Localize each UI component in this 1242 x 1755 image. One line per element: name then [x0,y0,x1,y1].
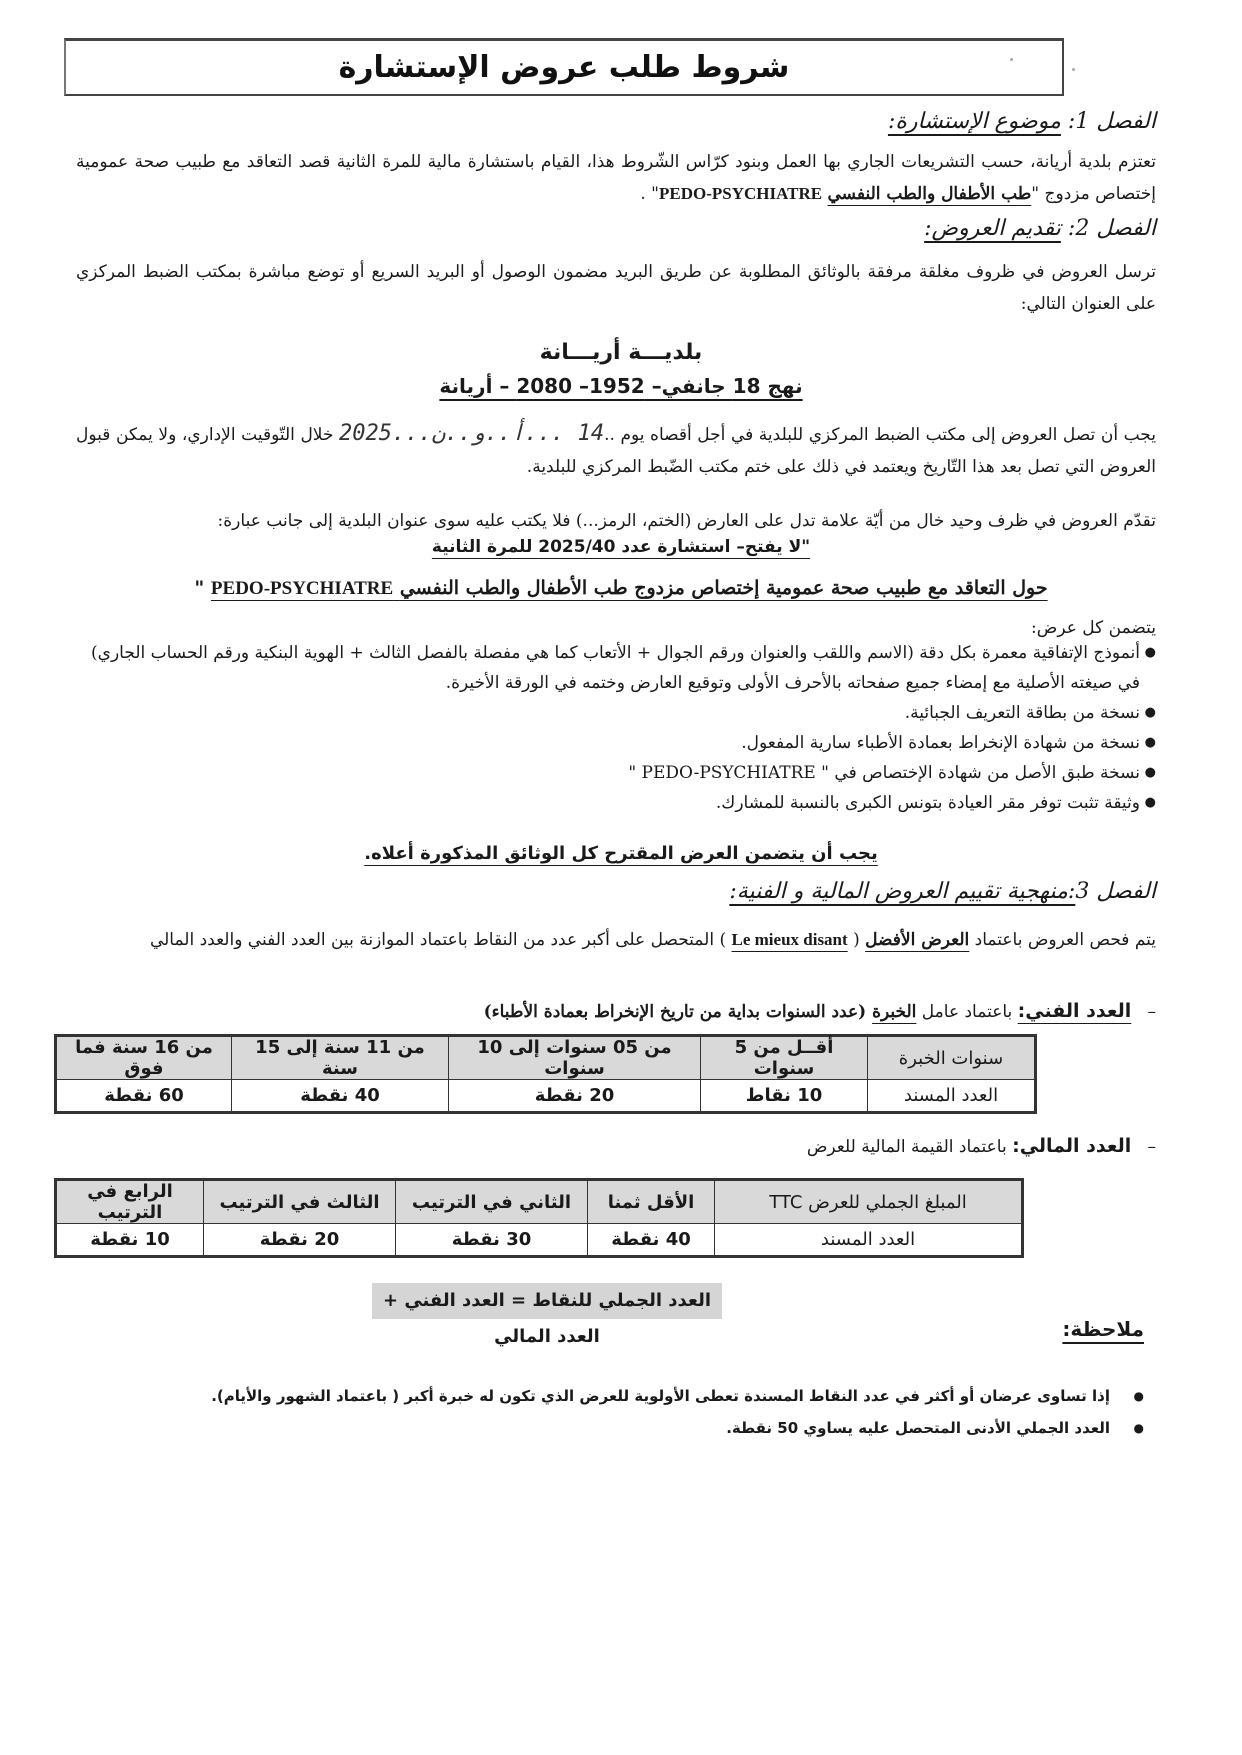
chapter2-heading [924,214,1156,244]
specialty-arabic: طب الأطفال والطب النفسي [827,184,1032,204]
technical-score-intro: – العدد الفني: باعتماد عامل الخبرة (عدد السنوات بداية من تاريخ الإنخراط بعمادة الأطباء) [483,1000,1156,1022]
notes-title [1062,1317,1144,1341]
deadline-text [76,418,1156,483]
technical-score-table [54,1034,1037,1114]
required-documents-list [76,638,1156,818]
table-cell: 10 نقطة [56,1224,204,1257]
notes-list [144,1380,1144,1444]
table-cell: العدد المسند [715,1224,1023,1257]
table-cell: من 05 سنوات إلى 10 سنوات [449,1036,701,1080]
chapter1-heading [888,107,1156,137]
chapter3-title: :منهجية تقييم العروض المالية و الفنية: [729,879,1076,904]
table-cell: 40 نقطة [232,1080,449,1113]
table-cell: من 11 سنة إلى 15 سنة [232,1036,449,1080]
scan-speck [1072,68,1075,71]
financial-score-table [54,1178,1024,1258]
document-title: شروط طلب عروض الإستشارة [338,50,790,85]
list-item: ● العدد الجملي الأدنى المتحصل عليه يساوي 50 نقطة. [144,1412,1144,1444]
table-cell: سنوات الخبرة [868,1036,1036,1080]
technical-desc-after: (عدد السنوات بداية من تاريخ الإنخراط بعمادة الأطباء) [483,1002,873,1022]
specialty-french: PEDO-PSYCHIATRE [659,184,823,203]
chapter3-heading [729,877,1156,907]
table-cell: المبلغ الجملي للعرض TTC [715,1180,1023,1224]
must-include-note [0,843,1242,864]
envelope-subject-underlined [211,577,1048,599]
table-row [56,1080,1036,1113]
table-cell: 20 نقطة [204,1224,396,1257]
table-cell: 60 نقطة [56,1080,232,1113]
deadline-date-handwritten: 14 ...أ..و..ن...2025 [339,421,605,446]
chapter3-label: الفصل 3 [1075,879,1156,904]
deadline-before: يجب أن تصل العروض إلى مكتب الضبط المركزي للبلدية في أجل أقصاه يوم .. [604,425,1156,445]
chapter3-text: يتم فحص العروض باعتماد العرض الأفضل ( Le mieux disant ) المتحصل على أكبر عدد من النقاط باعتماد الموازنة بين العدد الفني والعدد المالي [149,930,1156,950]
table-row [56,1036,1036,1080]
list-item: ● إذا تساوى عرضان أو أكثر في عدد النقاط المسندة تعطى الأولوية للعرض الذي تكون له خبرة أكبر ( باعتماد الشهور والأيام). [144,1380,1144,1412]
envelope-label [0,537,1242,557]
chapter2-text: ترسل العروض في ظروف مغلقة مرفقة بالوثائق المطلوبة عن طريق البريد مضمون الوصول أو البريد السريع أو توضع مباشرة بمكتب الضبط المركزي على العنوان التالي: [76,262,1156,314]
chapter2-title: تقديم العروض: [924,216,1061,241]
address-municipality: بلديـــة أريـــانة [539,340,703,365]
financial-score-intro: – العدد المالي: باعتماد القيمة المالية للعرض [806,1135,1156,1157]
list-item: ● نسخة من بطاقة التعريف الجبائية. [76,698,1156,728]
financial-score-label: العدد المالي: [1012,1135,1132,1157]
list-item: ● وثيقة تثبت توفر مقر العيادة بتونس الكبرى بالنسبة للمشارك. [76,788,1156,818]
chapter1-text-part1: تعتزم بلدية أريانة، حسب التشريعات الجاري بها العمل وبنود كرّاس الشّروط هذا، القيام باستشارة مالية للمرة الثانية قصد التعاقد مع طبيب صحة عمومية إختصاص مزدوج " [76,152,1156,204]
table-cell: 30 نقطة [396,1224,588,1257]
table-cell: 20 نقطة [449,1080,701,1113]
contents-intro: يتضمن كل عرض: [1031,618,1156,638]
technical-desc-before: باعتماد عامل [916,1002,1018,1022]
table-row [56,1224,1023,1257]
list-item: ● أنموذج الإتفاقية معمرة بكل دقة (الاسم واللقب والعنوان ورقم الجوال + الأتعاب كما هي مفصلة بالفصل الثالث + الهوية البنكية ورقم الحساب الجاري) في صيغته الأصلية مع إمضاء جميع صفحاته بالأحرف الأولى وتوقيع العارض وختمه في الورقة الأخيرة. [76,638,1156,698]
total-score-formula: العدد الجملي للنقاط = العدد الفني + العدد المالي [372,1283,722,1319]
table-cell: الأقل ثمنا [588,1180,715,1224]
envelope-label-text: "لا يفتح– استشارة عدد 2025/40 للمرة الثانية [431,537,811,557]
table-cell: 10 نقاط [701,1080,868,1113]
table-cell: أقــل من 5 سنوات [701,1036,868,1080]
list-item: ● نسخة من شهادة الإنخراط بعمادة الأطباء سارية المفعول. [76,728,1156,758]
table-cell: الثاني في الترتيب [396,1180,588,1224]
table-cell: 40 نقطة [588,1224,715,1257]
chapter3-text-before: يتم فحص العروض باعتماد [969,930,1156,950]
envelope-subject-end: " [194,577,211,599]
table-cell: من 16 سنة فما فوق [56,1036,232,1080]
title-box [64,38,1064,96]
chapter1-text-part2: " . [640,184,660,204]
chapter3-text-after: المتحصل على أكبر عدد من النقاط باعتماد الموازنة بين العدد الفني والعدد المالي [149,930,720,950]
envelope-text: تقدّم العروض في ظرف وحيد خال من أيّة علامة تدل على العارض (الختم، الرمز...) فلا يكتب عليه سوى عنوان البلدية إلى جانب عبارة: [217,511,1156,531]
chapter1-title: موضوع الإستشارة: [887,109,1061,134]
envelope-subject-arabic: حول التعاقد مع طبيب صحة عمومية إختصاص مزدوج طب الأطفال والطب النفسي [399,577,1048,599]
table-cell: العدد المسند [868,1080,1036,1113]
best-offer-french: Le mieux disant [731,930,848,949]
envelope-subject-french: PEDO-PSYCHIATRE [210,578,394,599]
envelope-subject [0,577,1242,600]
list-item: ● نسخة طبق الأصل من شهادة الإختصاص في " PEDO-PSYCHIATRE " [76,758,1156,788]
chapter1-label: الفصل 1: [1067,109,1156,134]
chapter1-text [76,146,1156,210]
deadline-after: خلال التّوقيت الإداري، ولا يمكن قبول العروض التي تصل بعد هذا التّاريخ ويعتمد في ذلك على ختم مكتب الضّبط المركزي للبلدية. [76,425,1156,477]
address-street [0,374,1242,398]
notes-title-text: ملاحظة: [1062,1317,1144,1341]
table-row [56,1180,1023,1224]
table-cell: الرابع في الترتيب [56,1180,204,1224]
table-cell: الثالث في الترتيب [204,1180,396,1224]
financial-desc: باعتماد القيمة المالية للعرض [806,1137,1013,1157]
technical-desc-bold: الخبرة [872,1002,917,1022]
best-offer-term: العرض الأفضل [865,930,970,950]
chapter2-label: الفصل 2: [1067,216,1156,241]
must-include-text: يجب أن يتضمن العرض المقترح كل الوثائق المذكورة أعلاه. [364,843,878,864]
technical-score-label: العدد الفني: [1017,1000,1132,1022]
scan-speck [1010,58,1013,61]
address-street-text: نهج 18 جانفي– 1952– 2080 – أريانة [439,374,803,398]
